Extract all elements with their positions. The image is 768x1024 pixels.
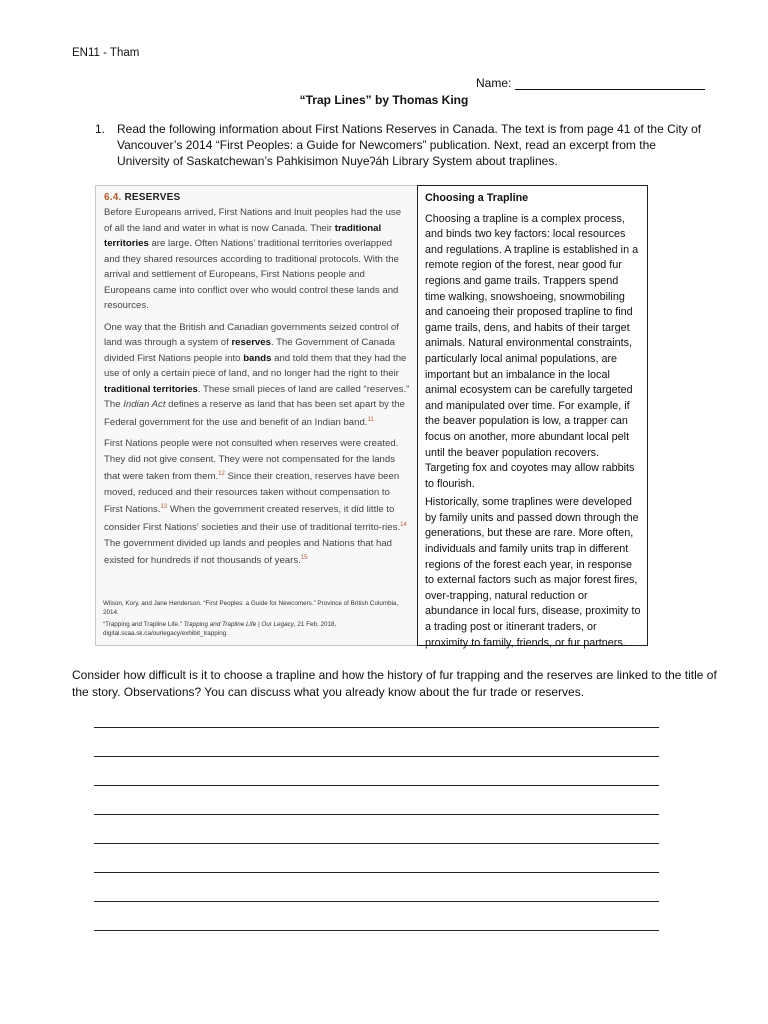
text-run: The government divided up lands and peoples and Nations that had existed for hundreds if not thousands of years. <box>104 537 393 567</box>
answer-line[interactable] <box>94 872 659 873</box>
name-field <box>476 76 705 90</box>
course-label: EN11 - Tham <box>72 47 140 59</box>
text-run: , 21 Feb. 2018, digital.scaa.sk.ca/ourlegacy/exhibit_trapping. <box>103 621 337 637</box>
answer-line[interactable] <box>94 930 659 931</box>
bold-term: bands <box>243 352 272 364</box>
answer-line[interactable] <box>94 756 659 757</box>
trapline-box <box>417 185 648 649</box>
instruction-item <box>95 121 705 169</box>
answer-line[interactable] <box>94 814 659 815</box>
answer-line[interactable] <box>94 727 659 728</box>
answer-line[interactable] <box>94 785 659 786</box>
text-run: Since their creation, reserves have been moved, reduced and their resources taken without compensation to First Nations. <box>104 471 400 516</box>
bold-term: reserves <box>231 337 271 348</box>
answer-line[interactable] <box>94 901 659 902</box>
text-run: One way that the British and Canadian governments seized control of land was through a system of <box>104 321 399 348</box>
bold-term: traditional territories <box>104 222 382 249</box>
text-run: Indian Act <box>123 399 166 410</box>
text-run: “Trapping and Trapline Life.” <box>103 621 184 628</box>
instruction-text: Read the following information about First Nations Reserves in Canada. The text is from page 41 of the City of Vancouver’s 2014 “First Peoples: a Guide for Newcomers” publication. Next, read an excerpt from the University of Saskatchewan’s Pahkisimon Nuyeʔáh Library System about traplines. <box>117 122 702 168</box>
citation-2 <box>103 621 413 638</box>
name-blank-line[interactable] <box>515 77 705 90</box>
bold-term: traditional territories <box>104 383 198 395</box>
text-run: and told them that they had the use of only a certain piece of land, and no longer had the right to their <box>104 352 407 379</box>
footnote-ref: 14 <box>400 522 407 529</box>
name-label: Name: <box>476 76 512 90</box>
section-title: RESERVES <box>124 192 181 203</box>
discussion-question: Consider how difficult is it to choose a trapline and how the history of fur trapping and the reserves are linked to the title of the story. Observations? You can discuss what you already know about the fur trade or reserves. <box>72 668 717 699</box>
reserves-excerpt <box>95 185 418 646</box>
text-run: Before Europeans arrived, First Nations and Inuit peoples had the use of all the land and water in what is now Canada. Their <box>104 207 402 234</box>
instruction-number: 1. <box>95 122 106 136</box>
source-citations <box>103 600 413 642</box>
footnote-ref: 13 <box>160 504 168 511</box>
page-title: “Trap Lines” by Thomas King <box>299 93 469 107</box>
text-run: are large. Often Nations’ traditional territories overlapped and they shared resources according to traditional protocols. With the arrival and settlement of Europeans, First Nations people and Europeans came into conflict over who would control these lands and resources. <box>104 238 399 311</box>
text-run: Trapping and Trapline Life | Our Legacy <box>183 621 294 628</box>
reserves-paragraph-1 <box>104 205 410 314</box>
footnote-ref: 12 <box>218 471 225 478</box>
text-run: First Nations people were not consulted when reserves were created. They did not give consent. They were not compensated for the lands that were taken from them. <box>104 438 399 483</box>
text-run: . The Government of Canada divided First Nations people into <box>104 337 396 364</box>
citation-1: Wilson, Kory, and Jane Henderson. “First Peoples: a Guide for Newcomers.” Province of British Columbia, 2014. <box>103 600 399 616</box>
answer-line[interactable] <box>94 843 659 844</box>
text-run: . These small pieces of land are called “reserves.” The <box>104 383 410 410</box>
trapline-heading: Choosing a Trapline <box>425 192 529 204</box>
text-run: defines a reserve as land that has been set apart by the Federal government for the use and benefit of an Indian band. <box>104 399 405 428</box>
trapline-paragraph-1: Choosing a trapline is a complex process, and binds two key factors: local resources and regulations. A trapline is established in a remote region of the forest, near good fur regions and game trails. Trappers spend time walking, snowshoeing, snowmobiling and canoeing their proposed trapline to find game trails, dens, and habits of their target animals. Natural environmental constraints, particularly local animal populations, are important but an imbalance in the local animal ecosystem can be carefully targeted and manipulated over time. For example, if the beaver population is low, a trapper can focus on another, more abundant local pelt until the beaver population recovers. Targeting fox and coyotes may allow rabbits to flourish. <box>425 212 639 490</box>
reserves-paragraph-2 <box>104 320 410 431</box>
section-number: 6.4. <box>104 192 122 203</box>
trapline-paragraph-2: Historically, some traplines were developed by family units and passed down through the generations, but these are rare. More often, individuals and family units trap in different regions of the forest each year, in response to external factors such as major forest fires, over-trapping, natural reduction or abundance in local furs, disease, proximity to a trading post or itinerant traders, or proximity to family, friends, or fur partners. <box>425 496 641 649</box>
footnote-ref: 15 <box>300 555 308 562</box>
text-run: When the government created reserves, it did little to consider First Nations’ societies and their use of traditional territo-ries. <box>104 504 401 534</box>
reserves-heading <box>104 192 410 203</box>
reserves-paragraph-3 <box>104 436 410 569</box>
footnote-ref: 11 <box>367 416 374 423</box>
